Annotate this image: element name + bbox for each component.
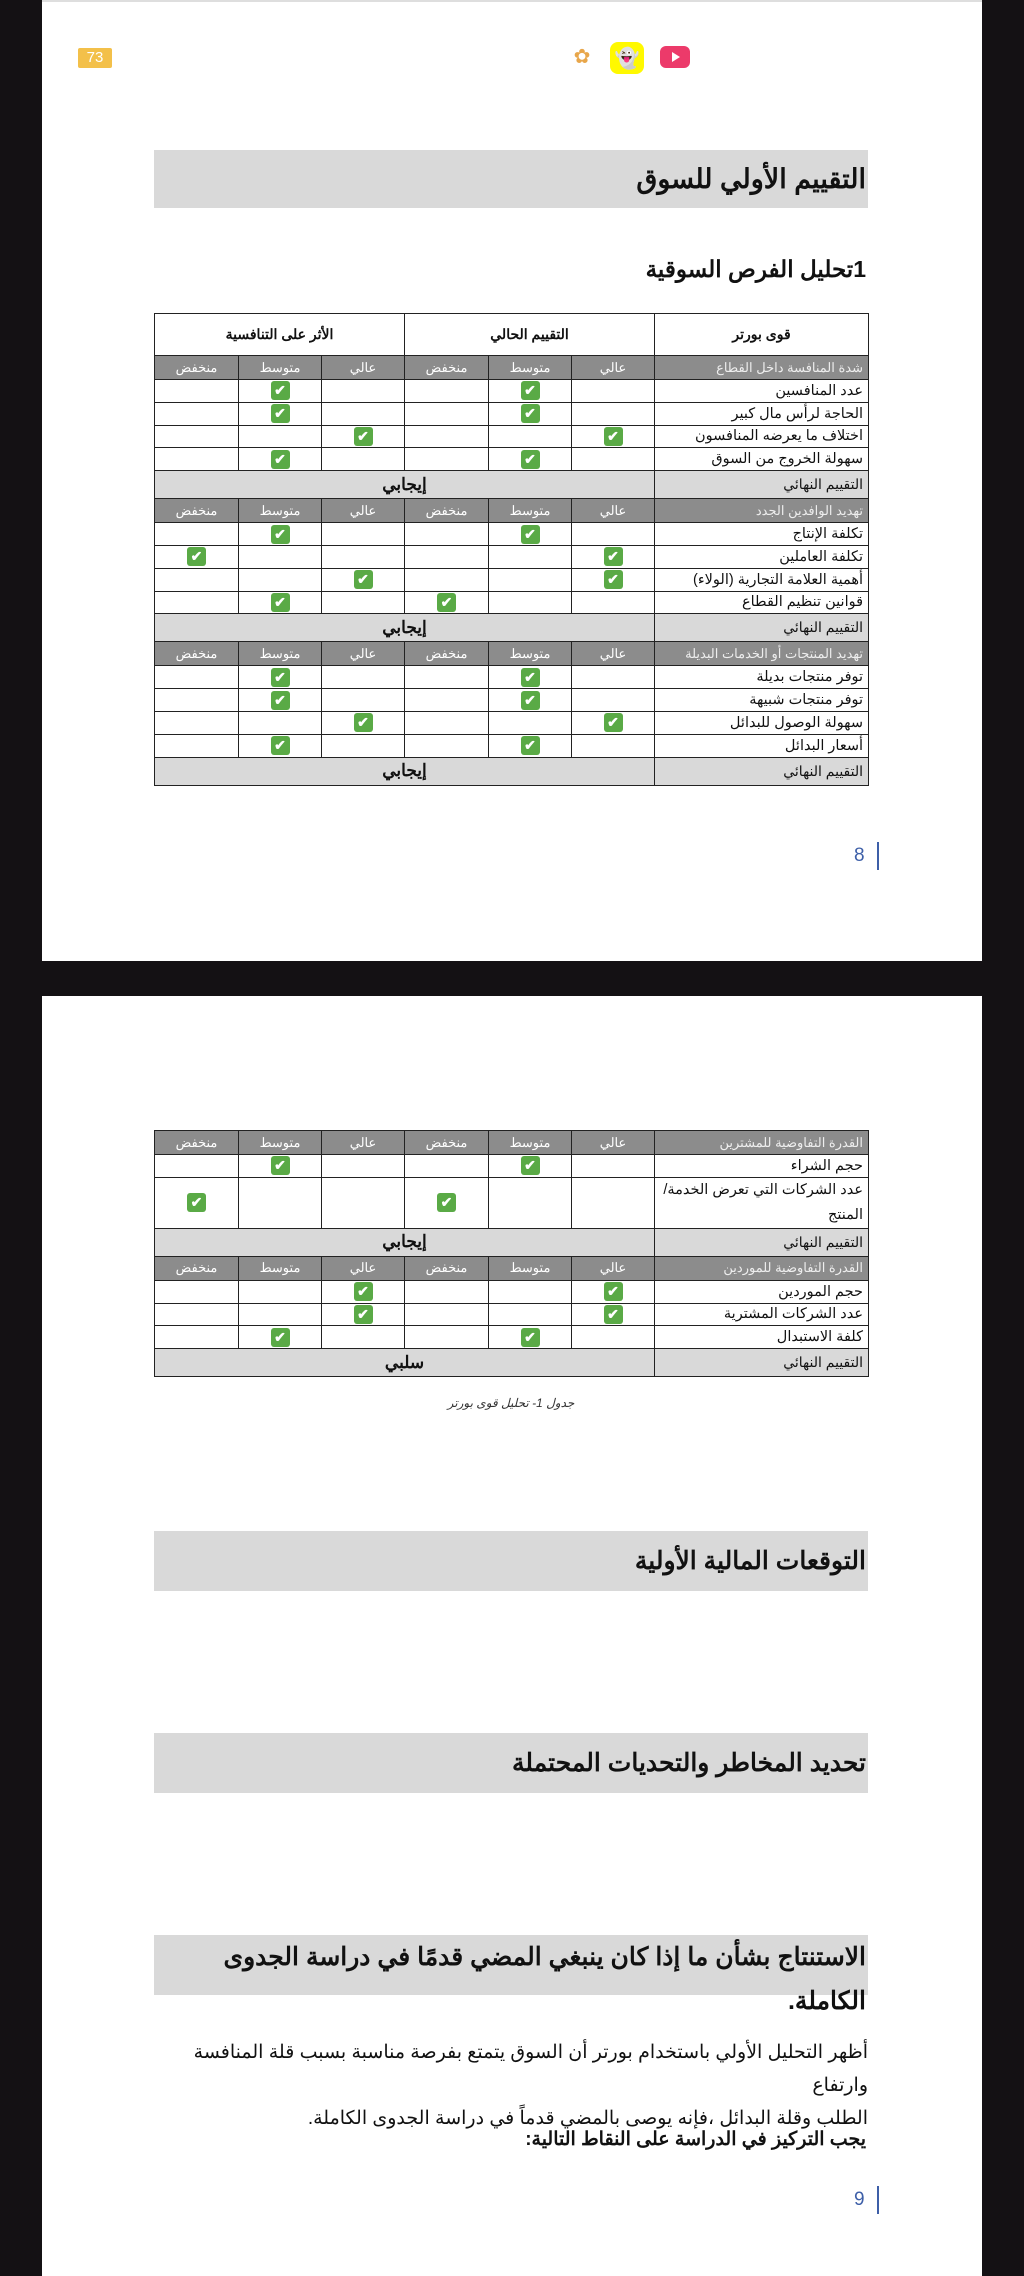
checkmark-icon: ✔ — [354, 713, 373, 732]
rating-cell — [489, 1155, 572, 1178]
table-row — [155, 689, 869, 712]
checkmark-icon: ✔ — [521, 1328, 540, 1347]
table-row — [155, 1326, 869, 1349]
rating-cell — [239, 448, 322, 471]
section-heading-market-assessment: التقييم الأولي للسوق — [154, 150, 868, 208]
rating-cell — [572, 448, 655, 471]
factor-label: قوانين تنظيم القطاع — [655, 591, 869, 614]
rating-cell — [155, 689, 239, 712]
checkmark-icon: ✔ — [271, 593, 290, 612]
rating-cell — [489, 448, 572, 471]
paragraph-line-1: أظهر التحليل الأولي باستخدام بورتر أن السوق يتمتع بفرصة مناسبة بسبب قلة المنافسة وارتفاع — [193, 2042, 868, 2096]
final-rating-row — [155, 471, 869, 499]
rating-cell — [489, 425, 572, 448]
factor-label: حجم الموردين — [655, 1280, 869, 1303]
factor-label: أهمية العلامة التجارية (الولاء) — [655, 568, 869, 591]
rating-cell — [322, 734, 405, 757]
porter-forces-table-continued — [154, 1130, 869, 1377]
checkmark-icon: ✔ — [521, 450, 540, 469]
table-caption: جدول 1- تحليل قوى بورتر — [447, 1396, 575, 1410]
rating-cell — [322, 545, 405, 568]
final-rating-row — [155, 1228, 869, 1256]
checkmark-icon: ✔ — [521, 1156, 540, 1175]
rating-cell — [155, 425, 239, 448]
rating-cell — [489, 689, 572, 712]
checkmark-icon: ✔ — [521, 525, 540, 544]
level-label: عالي — [572, 1131, 655, 1155]
checkmark-icon: ✔ — [604, 427, 623, 446]
header-current-rating: التقييم الحالي — [405, 314, 655, 356]
rating-cell — [572, 1177, 655, 1228]
rating-cell — [239, 591, 322, 614]
factor-label: كلفة الاستبدال — [655, 1326, 869, 1349]
table-row — [155, 568, 869, 591]
rating-cell — [239, 689, 322, 712]
level-label: منخفض — [405, 1256, 489, 1280]
rating-cell — [322, 402, 405, 425]
table-header-row — [155, 314, 869, 356]
factor-label: عدد المنافسين — [655, 380, 869, 403]
rating-cell — [572, 1326, 655, 1349]
page-top-border — [42, 0, 982, 2]
rating-cell — [322, 425, 405, 448]
level-label: منخفض — [155, 642, 239, 666]
checkmark-icon: ✔ — [521, 736, 540, 755]
final-rating-value: إيجابي — [155, 471, 655, 499]
rating-cell — [239, 402, 322, 425]
rating-cell — [155, 1177, 239, 1228]
rating-cell — [322, 1303, 405, 1326]
rating-cell — [489, 1303, 572, 1326]
rating-cell — [239, 545, 322, 568]
table-row — [155, 523, 869, 546]
table-row — [155, 711, 869, 734]
rating-cell — [239, 1177, 322, 1228]
rating-cell — [572, 1303, 655, 1326]
checkmark-icon: ✔ — [521, 668, 540, 687]
rating-cell — [239, 1280, 322, 1303]
header-forces: قوى بورتر — [655, 314, 869, 356]
rating-cell — [155, 380, 239, 403]
level-label: منخفض — [405, 1131, 489, 1155]
level-label: متوسط — [239, 499, 322, 523]
checkmark-icon: ✔ — [521, 404, 540, 423]
rating-cell — [572, 591, 655, 614]
rating-cell — [405, 425, 489, 448]
rating-cell — [572, 711, 655, 734]
focus-points-lead: يجب التركيز في الدراسة على النقاط التالية: — [525, 2129, 866, 2150]
section-heading-financial: التوقعات المالية الأولية — [154, 1531, 868, 1591]
rating-cell — [405, 545, 489, 568]
table-row — [155, 666, 869, 689]
level-label: منخفض — [155, 356, 239, 380]
rating-cell — [239, 380, 322, 403]
rating-cell — [572, 545, 655, 568]
rating-cell — [572, 689, 655, 712]
level-label: عالي — [572, 499, 655, 523]
level-label: متوسط — [489, 642, 572, 666]
factor-label: أسعار البدائل — [655, 734, 869, 757]
table-row — [155, 1280, 869, 1303]
rating-cell — [322, 591, 405, 614]
section-header-row — [155, 1131, 869, 1155]
final-rating-value: إيجابي — [155, 1228, 655, 1256]
table-row — [155, 380, 869, 403]
page-count-badge[interactable]: 73 — [78, 48, 112, 68]
checkmark-icon: ✔ — [437, 1193, 456, 1212]
rating-cell — [405, 523, 489, 546]
rating-cell — [155, 666, 239, 689]
rating-cell — [405, 591, 489, 614]
section-heading-conclusion: الاستنتاج بشأن ما إذا كان ينبغي المضي قدمًا في دراسة الجدوى الكاملة. — [154, 1935, 868, 1995]
table-row — [155, 425, 869, 448]
factor-label: عدد الشركات المشترية — [655, 1303, 869, 1326]
level-label: عالي — [322, 499, 405, 523]
checkmark-icon: ✔ — [187, 547, 206, 566]
page-number — [854, 842, 879, 870]
document-page-1 — [42, 0, 982, 961]
section-header-row — [155, 642, 869, 666]
checkmark-icon: ✔ — [271, 668, 290, 687]
rating-cell — [489, 545, 572, 568]
rating-cell — [155, 591, 239, 614]
level-label: متوسط — [239, 642, 322, 666]
final-rating-label: التقييم النهائي — [655, 757, 869, 785]
level-label: عالي — [322, 1131, 405, 1155]
rating-cell — [239, 1326, 322, 1349]
rating-cell — [405, 1155, 489, 1178]
rating-cell — [155, 568, 239, 591]
rating-cell — [322, 1280, 405, 1303]
rating-cell — [405, 1303, 489, 1326]
rating-cell — [572, 425, 655, 448]
rating-cell — [155, 523, 239, 546]
level-label: عالي — [572, 356, 655, 380]
factor-label: توفر منتجات شبيهة — [655, 689, 869, 712]
page-number-rule — [877, 2186, 879, 2214]
rating-cell — [155, 545, 239, 568]
rating-cell — [405, 1280, 489, 1303]
final-rating-row — [155, 614, 869, 642]
final-rating-value: إيجابي — [155, 614, 655, 642]
paragraph-line-2: الطلب وقلة البدائل ،فإنه يوصى بالمضي قدماً في دراسة الجدوى الكاملة. — [307, 2108, 868, 2129]
checkmark-icon: ✔ — [271, 381, 290, 400]
youtube-icon[interactable] — [660, 46, 690, 68]
rating-cell — [405, 448, 489, 471]
final-rating-label: التقييم النهائي — [655, 614, 869, 642]
page-number-text: 8 — [854, 845, 865, 866]
subheading-market-opportunities: 1تحليل الفرص السوقية — [645, 256, 866, 282]
section-heading-risks: تحديد المخاطر والتحديات المحتملة — [154, 1733, 868, 1793]
bird-icon[interactable]: ✿ — [573, 44, 591, 68]
checkmark-icon: ✔ — [271, 525, 290, 544]
rating-cell — [572, 523, 655, 546]
rating-cell — [322, 1326, 405, 1349]
checkmark-icon: ✔ — [604, 713, 623, 732]
rating-cell — [489, 1280, 572, 1303]
rating-cell — [572, 568, 655, 591]
rating-cell — [322, 1177, 405, 1228]
checkmark-icon: ✔ — [271, 691, 290, 710]
final-rating-value: إيجابي — [155, 757, 655, 785]
final-rating-row — [155, 757, 869, 785]
rating-cell — [322, 711, 405, 734]
rating-cell — [239, 734, 322, 757]
rating-cell — [155, 711, 239, 734]
checkmark-icon: ✔ — [271, 1328, 290, 1347]
rating-cell — [155, 1303, 239, 1326]
checkmark-icon: ✔ — [604, 1282, 623, 1301]
rating-cell — [322, 380, 405, 403]
level-label: متوسط — [489, 1131, 572, 1155]
rating-cell — [489, 523, 572, 546]
rating-cell — [322, 689, 405, 712]
page-number-text: 9 — [854, 2189, 865, 2210]
rating-cell — [239, 523, 322, 546]
rating-cell — [572, 1155, 655, 1178]
rating-cell — [322, 523, 405, 546]
level-label: متوسط — [489, 1256, 572, 1280]
final-rating-row — [155, 1349, 869, 1377]
level-label: متوسط — [239, 1256, 322, 1280]
section-title: تهديد المنتجات أو الخدمات البديلة — [655, 642, 869, 666]
factor-label: اختلاف ما يعرضه المنافسون — [655, 425, 869, 448]
table-row — [155, 448, 869, 471]
rating-cell — [489, 568, 572, 591]
rating-cell — [572, 1280, 655, 1303]
rating-cell — [489, 1326, 572, 1349]
factor-label: سهولة الخروج من السوق — [655, 448, 869, 471]
level-label: متوسط — [489, 356, 572, 380]
section-header-row — [155, 499, 869, 523]
level-label: منخفض — [405, 356, 489, 380]
rating-cell — [572, 380, 655, 403]
page-number-rule — [877, 842, 879, 870]
section-title: تهديد الوافدين الجدد — [655, 499, 869, 523]
section-header-row — [155, 1256, 869, 1280]
checkmark-icon: ✔ — [354, 1305, 373, 1324]
level-label: منخفض — [155, 1131, 239, 1155]
rating-cell — [239, 1155, 322, 1178]
checkmark-icon: ✔ — [187, 1193, 206, 1212]
factor-label: عدد الشركات التي تعرض الخدمة/المنتج — [655, 1177, 869, 1228]
rating-cell — [239, 568, 322, 591]
rating-cell — [489, 666, 572, 689]
level-label: عالي — [572, 642, 655, 666]
rating-cell — [322, 666, 405, 689]
rating-cell — [489, 380, 572, 403]
rating-cell — [489, 1177, 572, 1228]
porter-forces-table — [154, 313, 869, 786]
snapchat-icon[interactable]: 👻 — [610, 42, 644, 74]
document-page-2 — [42, 996, 982, 2276]
level-label: منخفض — [405, 642, 489, 666]
checkmark-icon: ✔ — [271, 1156, 290, 1175]
rating-cell — [155, 734, 239, 757]
conclusion-paragraph — [154, 2036, 868, 2135]
table-row — [155, 591, 869, 614]
rating-cell — [405, 711, 489, 734]
level-label: عالي — [572, 1256, 655, 1280]
table-row — [155, 1155, 869, 1178]
rating-cell — [405, 1326, 489, 1349]
rating-cell — [405, 380, 489, 403]
rating-cell — [405, 1177, 489, 1228]
factor-label: توفر منتجات بديلة — [655, 666, 869, 689]
section-title: القدرة التفاوضية للموردين — [655, 1256, 869, 1280]
rating-cell — [239, 425, 322, 448]
checkmark-icon: ✔ — [604, 1305, 623, 1324]
section-title: شدة المنافسة داخل القطاع — [655, 356, 869, 380]
table-row — [155, 1177, 869, 1228]
level-label: عالي — [322, 356, 405, 380]
rating-cell — [322, 568, 405, 591]
rating-cell — [489, 711, 572, 734]
factor-label: الحاجة لرأس مال كبير — [655, 402, 869, 425]
level-label: منخفض — [405, 499, 489, 523]
rating-cell — [155, 1326, 239, 1349]
level-label: عالي — [322, 642, 405, 666]
table-row — [155, 734, 869, 757]
level-label: متوسط — [239, 1131, 322, 1155]
level-label: متوسط — [489, 499, 572, 523]
checkmark-icon: ✔ — [604, 547, 623, 566]
rating-cell — [489, 734, 572, 757]
rating-cell — [572, 734, 655, 757]
level-label: عالي — [322, 1256, 405, 1280]
rating-cell — [405, 734, 489, 757]
factor-label: سهولة الوصول للبدائل — [655, 711, 869, 734]
checkmark-icon: ✔ — [271, 450, 290, 469]
rating-cell — [572, 402, 655, 425]
rating-cell — [489, 402, 572, 425]
rating-cell — [405, 568, 489, 591]
checkmark-icon: ✔ — [604, 570, 623, 589]
rating-cell — [155, 448, 239, 471]
rating-cell — [572, 666, 655, 689]
rating-cell — [405, 689, 489, 712]
level-label: متوسط — [239, 356, 322, 380]
checkmark-icon: ✔ — [271, 736, 290, 755]
rating-cell — [239, 711, 322, 734]
section-title: القدرة التفاوضية للمشترين — [655, 1131, 869, 1155]
rating-cell — [239, 1303, 322, 1326]
checkmark-icon: ✔ — [354, 570, 373, 589]
page-number — [854, 2186, 879, 2214]
table-row — [155, 545, 869, 568]
section-header-row — [155, 356, 869, 380]
rating-cell — [155, 1155, 239, 1178]
rating-cell — [155, 402, 239, 425]
final-rating-label: التقييم النهائي — [655, 471, 869, 499]
checkmark-icon: ✔ — [437, 593, 456, 612]
final-rating-label: التقييم النهائي — [655, 1228, 869, 1256]
table-row — [155, 1303, 869, 1326]
rating-cell — [405, 666, 489, 689]
rating-cell — [489, 591, 572, 614]
final-rating-label: التقييم النهائي — [655, 1349, 869, 1377]
final-rating-value: سلبي — [155, 1349, 655, 1377]
factor-label: حجم الشراء — [655, 1155, 869, 1178]
table-row — [155, 402, 869, 425]
rating-cell — [405, 402, 489, 425]
checkmark-icon: ✔ — [271, 404, 290, 423]
checkmark-icon: ✔ — [354, 427, 373, 446]
level-label: منخفض — [155, 499, 239, 523]
factor-label: تكلفة الإنتاج — [655, 523, 869, 546]
rating-cell — [322, 448, 405, 471]
factor-label: تكلفة العاملين — [655, 545, 869, 568]
checkmark-icon: ✔ — [354, 1282, 373, 1301]
rating-cell — [239, 666, 322, 689]
checkmark-icon: ✔ — [521, 381, 540, 400]
rating-cell — [322, 1155, 405, 1178]
checkmark-icon: ✔ — [521, 691, 540, 710]
level-label: منخفض — [155, 1256, 239, 1280]
rating-cell — [155, 1280, 239, 1303]
header-competitive-impact: الأثر على التنافسية — [155, 314, 405, 356]
